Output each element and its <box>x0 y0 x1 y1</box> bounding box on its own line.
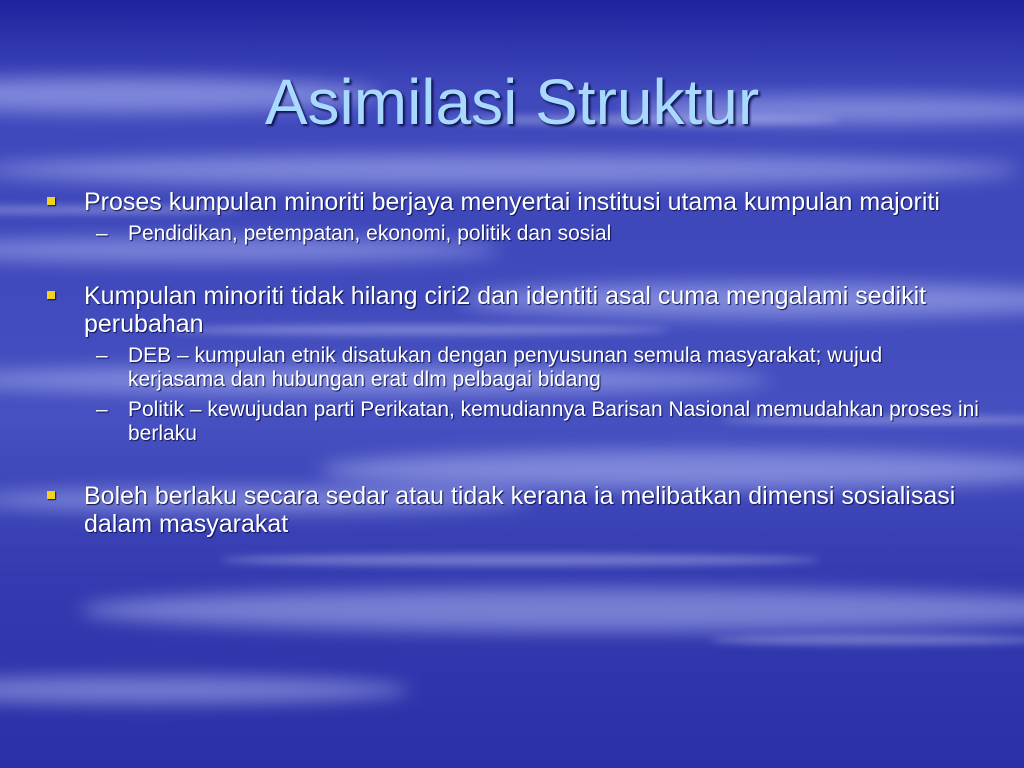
sub-bullet-item <box>44 344 984 392</box>
bullet-text: Proses kumpulan minoriti berjaya menyertai institusi utama kumpulan majoriti <box>84 188 940 216</box>
bullet-item <box>44 482 984 538</box>
sub-bullet-text: Pendidikan, petempatan, ekonomi, politik dan sosial <box>128 222 612 245</box>
bullet-item <box>44 188 984 216</box>
square-bullet-icon <box>47 197 55 205</box>
square-bullet-icon <box>47 291 55 299</box>
slide-title: Asimilasi Struktur <box>264 66 760 138</box>
bullet-text: Boleh berlaku secara sedar atau tidak kerana ia melibatkan dimensi sosialisasi dalam masyarakat <box>84 482 956 538</box>
bullet-group <box>44 482 984 538</box>
sub-bullet-text: Politik – kewujudan parti Perikatan, kemudiannya Barisan Nasional memudahkan proses ini berlaku <box>128 398 979 445</box>
bullet-group <box>44 188 984 246</box>
square-bullet-icon <box>47 491 55 499</box>
sub-bullet-text: DEB – kumpulan etnik disatukan dengan penyusunan semula masyarakat; wujud kerjasama dan hubungan erat dlm pelbagai bidang <box>128 344 883 391</box>
bullet-group <box>44 282 984 446</box>
bullet-item <box>44 282 984 338</box>
bullet-text: Kumpulan minoriti tidak hilang ciri2 dan identiti asal cuma mengalami sedikit perubahan <box>84 282 927 338</box>
bullet-list <box>44 188 984 574</box>
dash-bullet-icon: – <box>96 344 108 367</box>
dash-bullet-icon: – <box>96 222 108 245</box>
sub-bullet-item <box>44 398 984 446</box>
dash-bullet-icon: – <box>96 398 108 421</box>
sub-bullet-item <box>44 222 984 246</box>
